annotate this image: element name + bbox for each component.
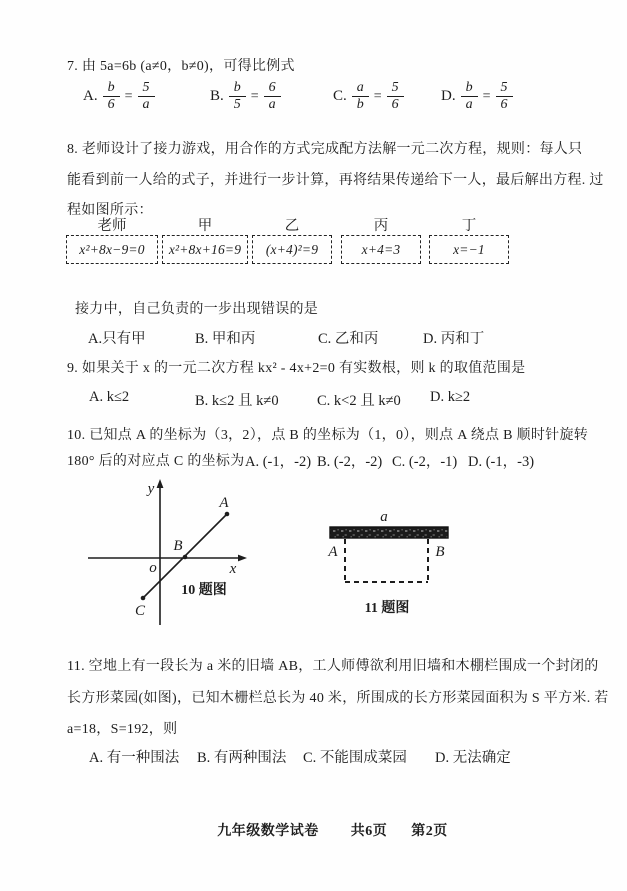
fraction [264,80,281,113]
fraction [229,80,246,113]
relay-step-teacher [66,214,158,264]
relay-step-ding [429,214,509,264]
q9-option-d: D. k≥2 [430,389,471,405]
relay-step-bing [341,214,421,264]
q11-option-c: C. 不能围成菜园 [303,750,407,766]
equals-sign: = [373,88,382,104]
q7-option-a-label: A. [83,88,98,105]
q8-option-c: C. 乙和丙 [318,331,379,347]
fraction-denominator: a [465,97,473,113]
q10-stem-line2: 180° 后的对应点 C 的坐标为 [67,454,245,469]
q7-option-b [210,80,281,113]
fraction-denominator: a [268,97,276,113]
relay-person-label: 甲 [197,218,213,234]
q7-option-d [441,80,513,113]
q8-stem-line3: 程如图所示： [67,203,153,218]
label-wall-end-B: B [435,544,445,560]
footer-total-pages: 共6页 [350,824,388,839]
fraction-numerator: 5 [496,80,513,97]
q10-option-b: B. (-2，-2) [317,454,383,470]
y-axis-arrow [157,479,164,488]
label-point-B: B [173,538,183,554]
figure-q11-garden [300,495,500,625]
old-wall [330,527,448,538]
relay-expression-box: (x+4)²=9 [252,235,332,264]
equals-sign: = [482,88,491,104]
fraction-denominator: 6 [500,97,508,113]
q9-stem: 9. 如果关于 x 的一元二次方程 kx² - 4x+2=0 有实数根，则 k 的取值范围是 [67,361,526,376]
x-axis-arrow [238,555,247,562]
fraction [138,80,155,113]
q10-option-c: C. (-2，-1) [392,454,458,470]
q11-stem-line2: 长方形菜园(如图)，已知木栅栏总长为 40 米，所围成的长方形菜园面积为 S 平方米. 若 [67,691,609,706]
q8-option-d: D. 丙和丁 [423,331,485,347]
equals-sign: = [124,88,133,104]
relay-person-label: 丙 [373,218,389,234]
q7-option-a [83,80,155,113]
footer-exam-title: 九年级数学试卷 [217,824,319,839]
relay-person-label: 乙 [284,218,300,234]
q8-option-b: B. 甲和丙 [195,331,256,347]
relay-expression-box: x²+8x−9=0 [66,235,158,264]
fraction-denominator: b [356,97,364,113]
figure-q10-caption: 10 题图 [181,583,227,598]
q7-option-b-label: B. [210,88,224,105]
q7-option-c [333,80,404,113]
equals-sign: = [250,88,259,104]
fraction-denominator: 5 [233,97,241,113]
fraction-numerator: b [229,80,246,97]
q10-stem-line1: 10. 已知点 A 的坐标为（3，2），点 B 的坐标为（1，0），则点 A 绕点 B 顺时针旋转 [67,428,589,443]
q9-option-c: C. k<2 且 k≠0 [317,393,401,409]
label-x: x [229,561,237,577]
fraction-numerator: a [352,80,369,97]
label-y: y [147,481,155,497]
q7-option-c-label: C. [333,88,347,105]
fraction [103,80,120,113]
fraction-denominator: a [142,97,150,113]
relay-expression-box: x+4=3 [341,235,421,264]
point-C [141,596,146,601]
fraction [352,80,369,113]
label-point-C: C [134,603,146,619]
label-origin: o [149,560,157,576]
figure-q10-coordinate-plane [78,477,318,629]
point-B [183,555,188,560]
page-footer [0,820,627,840]
fraction-numerator: 5 [138,80,155,97]
fraction-numerator: b [461,80,478,97]
relay-expression-box: x=−1 [429,235,509,264]
label-wall-end-A: A [328,544,338,560]
relay-step-jia [162,214,248,264]
fraction-denominator: 6 [391,97,399,113]
q7-stem: 7. 由 5a=6b (a≠0，b≠0)，可得比例式 [67,59,295,74]
fraction [496,80,513,113]
q10-option-a: A. (-1，-2) [245,454,312,470]
figure-q11-caption: 11 题图 [364,601,410,616]
q9-option-a: A. k≤2 [89,389,130,405]
label-point-A: A [219,495,229,511]
q8-stem-line2: 能看到前一人给的式子，并进行一步计算，再将结果传递给下一人，最后解出方程. 过 [67,173,604,188]
relay-person-label: 老师 [97,218,127,234]
label-wall-length-a: a [380,509,388,525]
fraction [461,80,478,113]
q7-option-d-label: D. [441,88,456,105]
footer-current-page: 第2页 [411,824,448,839]
q10-option-d: D. (-1，-3) [468,454,535,470]
relay-expression-box: x²+8x+16=9 [162,235,248,264]
relay-step-yi [252,214,332,264]
point-A [225,512,230,517]
q8-stem-line1: 8. 老师设计了接力游戏，用合作的方式完成配方法解一元二次方程，规则：每人只 [67,142,583,157]
fraction-numerator: b [103,80,120,97]
fraction-denominator: 6 [107,97,115,113]
q8-option-a: A.只有甲 [88,331,146,347]
fraction [387,80,404,113]
q11-option-a: A. 有一种围法 [89,750,180,766]
q11-stem-line1: 11. 空地上有一段长为 a 米的旧墙 AB，工人师傅欲利用旧墙和木棚栏围成一个封闭的 [67,659,599,674]
q11-option-d: D. 无法确定 [435,750,511,766]
q8-question: 接力中，自己负责的一步出现错误的是 [75,302,319,317]
q11-option-b: B. 有两种围法 [197,750,287,766]
fraction-numerator: 5 [387,80,404,97]
q11-stem-line3: a=18，S=192，则 [67,722,178,737]
fraction-numerator: 6 [264,80,281,97]
relay-person-label: 丁 [461,218,477,234]
q9-option-b: B. k≤2 且 k≠0 [195,393,279,409]
